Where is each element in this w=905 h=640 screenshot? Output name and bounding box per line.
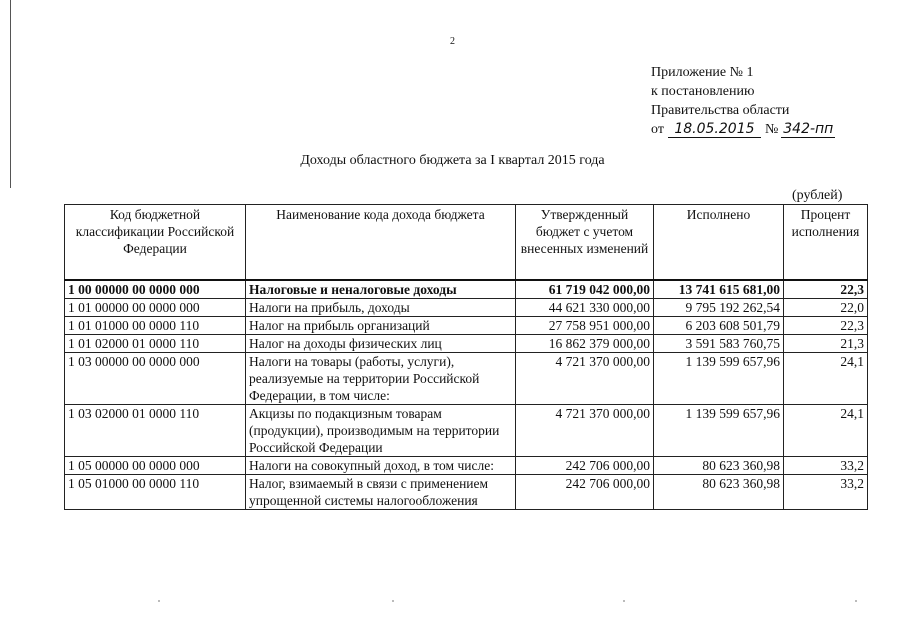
row-name: Налоги на товары (работы, услуги), реализуемые на территории Российской Федерации, в том числе: [246,352,516,404]
row-name: Акцизы по подакцизным товарам (продукции), производимым на территории Российской Федерации [246,404,516,456]
row-executed: 9 795 192 262,54 [654,298,784,316]
scan-speck [623,600,625,602]
row-executed: 1 139 599 657,96 [654,404,784,456]
row-name: Налоги на прибыль, доходы [246,298,516,316]
table-row [65,298,868,316]
row-code: 1 03 00000 00 0000 000 [65,352,246,404]
row-approved: 242 706 000,00 [516,474,654,509]
row-code: 1 01 00000 00 0000 000 [65,298,246,316]
scan-speck [158,600,160,602]
row-executed: 1 139 599 657,96 [654,352,784,404]
row-executed: 3 591 583 760,75 [654,334,784,352]
row-percent: 22,0 [784,298,868,316]
table-row [65,474,868,509]
handwritten-date: 18.05.2015 [668,122,761,138]
row-percent: 33,2 [784,456,868,474]
revenue-table [64,204,868,510]
table-header-row [65,205,868,280]
row-approved: 4 721 370 000,00 [516,404,654,456]
table-row [65,280,868,299]
approval-date-line [651,120,835,139]
table-row [65,404,868,456]
row-name: Налоговые и неналоговые доходы [246,280,516,299]
unit-note: (рублей) [792,188,843,203]
row-approved: 242 706 000,00 [516,456,654,474]
header-executed: Исполнено [654,205,784,280]
approval-line-3: Правительства области [651,103,790,118]
row-name: Налог на прибыль организаций [246,316,516,334]
approval-line-1: Приложение № 1 [651,65,754,80]
row-executed: 13 741 615 681,00 [654,280,784,299]
table-row [65,316,868,334]
table-row [65,334,868,352]
header-code: Код бюджетной классификации Российской Федерации [65,205,246,280]
table-row [65,456,868,474]
row-executed: 6 203 608 501,79 [654,316,784,334]
table-row [65,352,868,404]
scan-speck [392,600,394,602]
row-percent: 22,3 [784,280,868,299]
header-name: Наименование кода дохода бюджета [246,205,516,280]
scan-speck [855,600,857,602]
approval-block [651,63,835,139]
row-code: 1 05 01000 00 0000 110 [65,474,246,509]
row-approved: 4 721 370 000,00 [516,352,654,404]
row-name: Налоги на совокупный доход, в том числе: [246,456,516,474]
row-approved: 44 621 330 000,00 [516,298,654,316]
row-code: 1 00 00000 00 0000 000 [65,280,246,299]
row-approved: 16 862 379 000,00 [516,334,654,352]
row-executed: 80 623 360,98 [654,456,784,474]
row-name: Налог, взимаемый в связи с применением упрощенной системы налогообложения [246,474,516,509]
header-percent: Процент исполнения [784,205,868,280]
header-approved: Утвержденный бюджет с учетом внесенных изменений [516,205,654,280]
row-percent: 24,1 [784,404,868,456]
row-code: 1 01 02000 01 0000 110 [65,334,246,352]
row-percent: 22,3 [784,316,868,334]
page-number: 2 [450,36,455,47]
row-code: 1 03 02000 01 0000 110 [65,404,246,456]
handwritten-number: 342-пп [783,121,834,137]
row-percent: 21,3 [784,334,868,352]
row-code: 1 05 00000 00 0000 000 [65,456,246,474]
approval-line-2: к постановлению [651,84,755,99]
row-approved: 27 758 951 000,00 [516,316,654,334]
row-percent: 24,1 [784,352,868,404]
row-executed: 80 623 360,98 [654,474,784,509]
from-label: от [651,122,664,137]
row-approved: 61 719 042 000,00 [516,280,654,299]
number-label: № [764,122,779,137]
row-name: Налог на доходы физических лиц [246,334,516,352]
row-percent: 33,2 [784,474,868,509]
row-code: 1 01 01000 00 0000 110 [65,316,246,334]
document-title: Доходы областного бюджета за I квартал 2015 года [300,153,605,168]
